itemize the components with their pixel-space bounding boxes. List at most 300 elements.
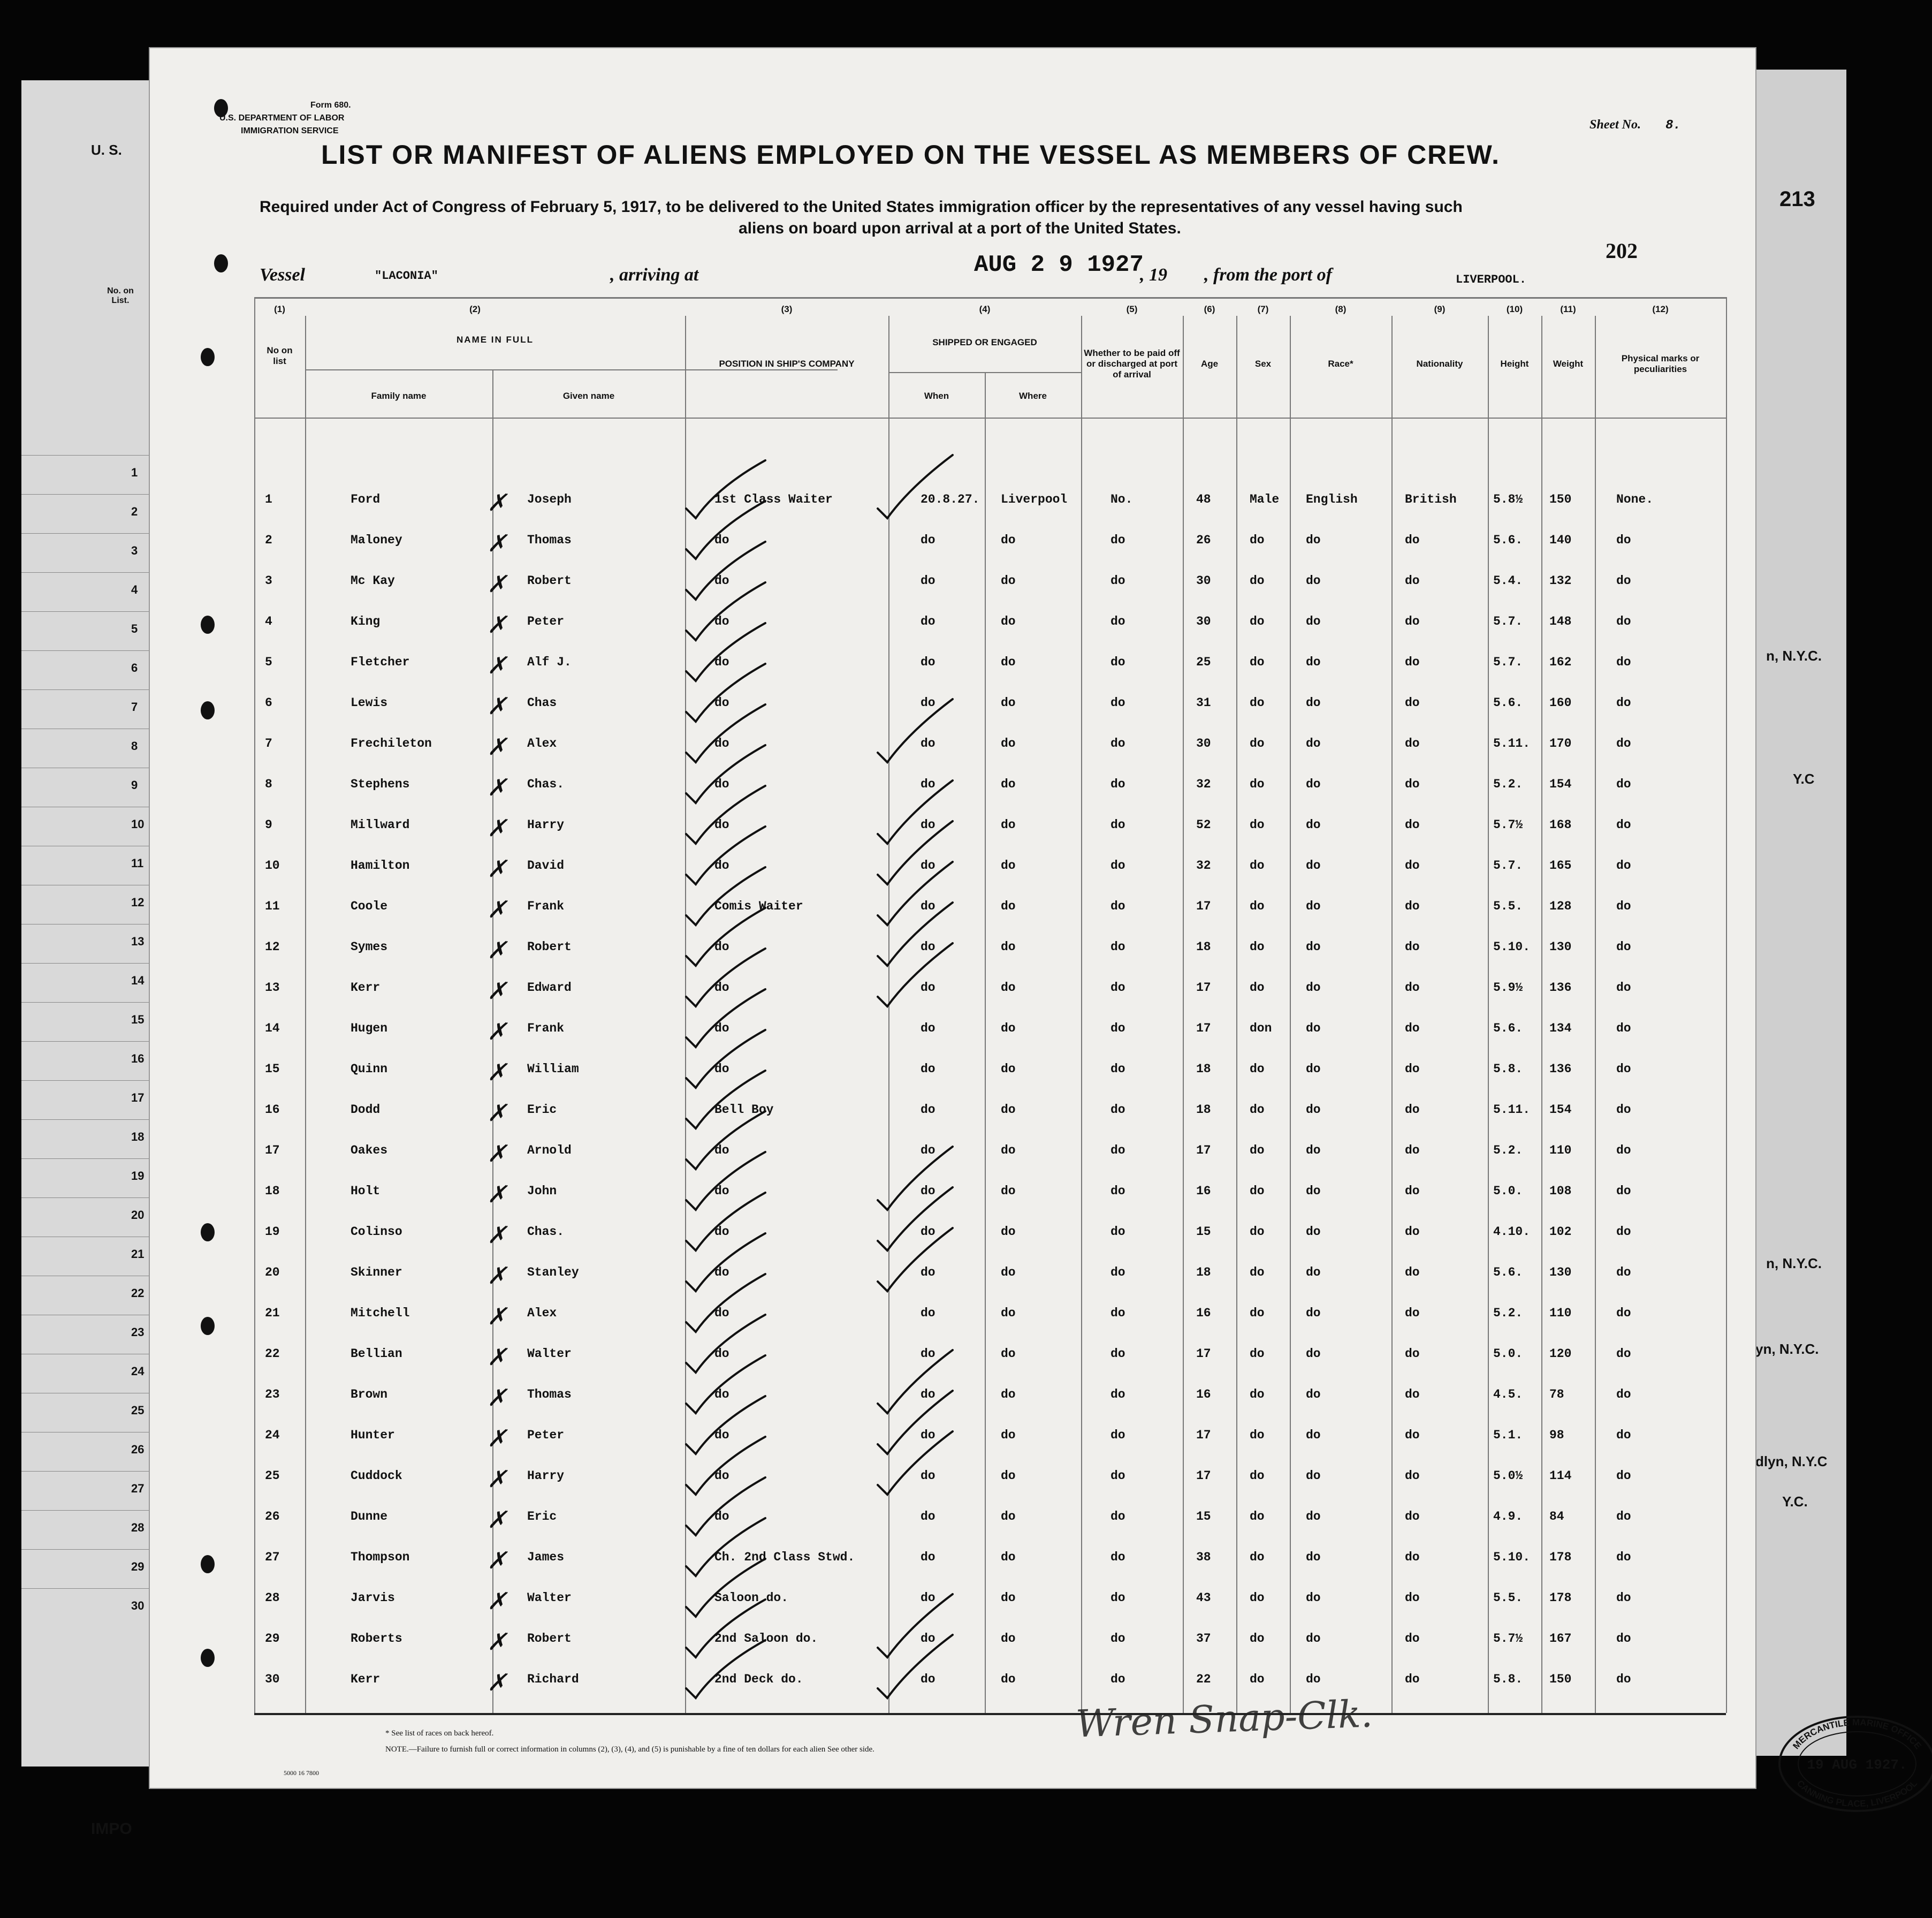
race-cell: do [1306,818,1321,832]
shipped-checkmark [878,821,953,884]
given-name-header: Given name [562,391,615,401]
nationality-cell: do [1405,1184,1420,1198]
row-number-cell: 5 [265,655,272,669]
height-cell: 5.11. [1493,737,1531,750]
shipped-checkmark [878,1350,953,1413]
row-number-cell: 6 [265,696,272,710]
row-number-cell: 16 [265,1103,280,1117]
weight-cell: 150 [1549,1672,1572,1686]
col-num-2: (2) [469,304,481,314]
race-cell: do [1306,1143,1321,1157]
height-cell: 5.6. [1493,1021,1523,1035]
given-name-cell: Richard [527,1672,579,1686]
paid-off-cell: do [1110,940,1125,954]
paid-off-cell: do [1110,574,1125,588]
row-number-cell: 8 [265,777,272,791]
stamp-bottom-text: CANNING PLACE, LIVERPOOL [1794,1778,1920,1809]
paid-off-cell: do [1110,1306,1125,1320]
from-port-label: , from the port of [1204,265,1332,285]
age-cell: 22 [1196,1672,1211,1686]
height-cell: 5.0½ [1493,1469,1523,1483]
height-header: Height [1500,359,1529,369]
family-name-header: Family name [371,391,427,401]
family-name-cell: Kerr [351,1672,381,1686]
shipped-engaged-header: SHIPPED OR ENGAGED [932,337,1037,347]
shipped-where-cell: do [1001,1510,1016,1523]
handwritten-x-mark: ✗ [487,937,507,964]
service-label: IMMIGRATION SERVICE [241,126,339,135]
position-checkmark [686,1152,765,1210]
paid-off-cell: do [1110,1347,1125,1361]
edge-row-number: 19 [131,1169,144,1182]
edge-fragment: Y.C. [1782,1494,1808,1510]
shipped-checkmark [878,903,953,966]
position-cell: Ch. 2nd Class Stwd. [714,1550,855,1564]
paid-off-cell: do [1110,1184,1125,1198]
weight-cell: 136 [1549,981,1572,995]
row-number-cell: 15 [265,1062,280,1076]
edge-row-rule [21,572,155,573]
nationality-cell: do [1405,1469,1420,1483]
position-cell: do [714,737,729,750]
position-checkmark [686,704,765,762]
port-of-departure: LIVERPOOL. [1456,273,1527,286]
height-cell: 5.2. [1493,1306,1523,1320]
position-cell: Bell Boy [714,1103,774,1117]
row-number-cell: 4 [265,615,272,628]
position-cell: do [714,1510,729,1523]
row-number-cell: 13 [265,981,280,995]
nationality-cell: do [1405,655,1420,669]
height-cell: 5.5. [1493,1591,1523,1605]
paid-off-header: Whether to be paid off or discharged at port of arrival [1084,348,1180,380]
row-number-cell: 7 [265,737,272,750]
position-cell: do [714,818,729,832]
col-num-4: (4) [979,304,991,314]
physical-marks-cell: do [1616,574,1631,588]
edge-row-number: 17 [131,1091,144,1104]
where-header: Where [1019,391,1047,401]
handwritten-number: 202 [1606,239,1638,263]
physical-marks-cell: do [1616,1306,1631,1320]
height-cell: 5.7½ [1493,818,1523,832]
sex-cell: don [1250,1021,1272,1035]
shipped-when-cell: do [921,1184,935,1198]
given-name-cell: Alex [527,1306,557,1320]
shipped-when-cell: do [921,737,935,750]
row-number-cell: 25 [265,1469,280,1483]
row-number-cell: 19 [265,1225,280,1239]
shipped-when-cell: do [921,1103,935,1117]
sex-cell: do [1250,1306,1265,1320]
given-name-cell: Walter [527,1591,572,1605]
physical-marks-cell: do [1616,1469,1631,1483]
vessel-label: Vessel [260,265,305,285]
shipped-where-cell: do [1001,533,1016,547]
physical-marks-cell: do [1616,899,1631,913]
given-name-cell: Frank [527,1021,565,1035]
age-cell: 17 [1196,899,1211,913]
arriving-label: , arriving at [610,265,699,285]
edge-row-number: 1 [131,466,138,479]
sex-cell: do [1250,615,1265,628]
shipped-when-cell: do [921,1428,935,1442]
family-name-cell: Maloney [351,533,402,547]
edge-row-rule [21,963,155,964]
sex-cell: do [1250,899,1265,913]
position-checkmark [686,1477,765,1535]
paid-off-cell: do [1110,533,1125,547]
family-name-cell: Lewis [351,696,388,710]
col-num-8: (8) [1335,304,1347,314]
weight-cell: 178 [1549,1550,1572,1564]
position-checkmark [686,1233,765,1291]
shipped-checkmark [878,780,953,844]
print-code: 5000 16 7800 [284,1769,319,1777]
edge-row-number: 11 [131,856,144,870]
paid-off-cell: do [1110,1672,1125,1686]
paid-off-cell: do [1110,1388,1125,1401]
age-cell: 25 [1196,655,1211,669]
position-checkmark [686,1030,765,1088]
sex-cell: do [1250,818,1265,832]
handwritten-x-mark: ✗ [487,733,507,761]
shipped-where-cell: do [1001,899,1016,913]
paid-off-cell: No. [1110,492,1133,506]
given-name-cell: Robert [527,940,572,954]
svg-text:MERCANTILE MARINE OFFICE [1791,1717,1923,1751]
nationality-cell: do [1405,818,1420,832]
shipped-where-cell: do [1001,1591,1016,1605]
position-cell: do [714,1265,729,1279]
height-cell: 5.0. [1493,1347,1523,1361]
shipped-checkmark [878,1594,953,1657]
handwritten-x-mark: ✗ [487,489,507,517]
age-cell: 18 [1196,1265,1211,1279]
age-cell: 30 [1196,615,1211,628]
col-num-6: (6) [1204,304,1215,314]
given-name-cell: Frank [527,899,565,913]
shipped-when-cell: do [921,1265,935,1279]
position-cell: do [714,777,729,791]
nationality-cell: do [1405,1021,1420,1035]
row-number-cell: 28 [265,1591,280,1605]
sex-cell: do [1250,1225,1265,1239]
edge-row-rule [21,1119,155,1120]
shipped-where-cell: do [1001,818,1016,832]
sex-cell: do [1250,1672,1265,1686]
family-name-cell: Fletcher [351,655,410,669]
given-name-cell: William [527,1062,579,1076]
age-cell: 37 [1196,1632,1211,1646]
handwritten-x-mark: ✗ [487,855,507,883]
physical-marks-cell: do [1616,1143,1631,1157]
edge-row-rule [21,1549,155,1550]
position-cell: do [714,1021,729,1035]
shipped-when-cell: do [921,1306,935,1320]
edge-row-rule [21,533,155,534]
nationality-cell: do [1405,1143,1420,1157]
shipped-where-cell: do [1001,696,1016,710]
nationality-cell: do [1405,1103,1420,1117]
name-in-full-header: NAME IN FULL [457,335,534,345]
weight-cell: 120 [1549,1347,1572,1361]
sex-cell: do [1250,1347,1265,1361]
height-cell: 5.6. [1493,1265,1523,1279]
height-cell: 5.7. [1493,615,1523,628]
position-checkmark [686,1396,765,1454]
race-cell: do [1306,1591,1321,1605]
paid-off-cell: do [1110,1103,1125,1117]
family-name-cell: Skinner [351,1265,402,1279]
edge-row-number: 30 [131,1599,144,1612]
handwritten-x-mark: ✗ [487,1506,507,1534]
age-cell: 38 [1196,1550,1211,1564]
handwritten-x-mark: ✗ [487,571,507,598]
edge-row-rule [21,1588,155,1589]
paid-off-cell: do [1110,615,1125,628]
given-name-cell: Walter [527,1347,572,1361]
handwritten-x-mark: ✗ [487,1588,507,1615]
weight-cell: 140 [1549,533,1572,547]
family-name-cell: Hunter [351,1428,395,1442]
weight-cell: 102 [1549,1225,1572,1239]
height-cell: 5.6. [1493,696,1523,710]
sex-cell: do [1250,533,1265,547]
no-on-list-header: No on list [267,345,293,366]
height-cell: 5.1. [1493,1428,1523,1442]
shipped-where-cell: do [1001,1469,1016,1483]
position-cell: do [714,1428,729,1442]
nationality-cell: do [1405,1388,1420,1401]
position-cell: 1st Class Waiter [714,492,833,506]
weight-cell: 132 [1549,574,1572,588]
weight-cell: 108 [1549,1184,1572,1198]
sex-cell: do [1250,1428,1265,1442]
vessel-name: "LACONIA" [375,269,438,283]
race-cell: do [1306,1388,1321,1401]
edge-row-number: 14 [131,974,144,987]
position-checkmark [686,664,765,722]
age-cell: 15 [1196,1225,1211,1239]
position-cell: 2nd Saloon do. [714,1632,818,1646]
row-number-cell: 10 [265,859,280,873]
position-cell: do [714,1469,729,1483]
svg-text:CANNING PLACE, LIVERPOOL [1795,1778,1920,1809]
position-checkmark [686,1599,765,1657]
weight-cell: 128 [1549,899,1572,913]
position-cell: do [714,1143,729,1157]
nationality-cell: do [1405,1672,1420,1686]
edge-row-rule [21,1510,155,1511]
height-cell: 5.8½ [1493,492,1523,506]
shipped-when-cell: do [921,574,935,588]
shipped-when-cell: do [921,1388,935,1401]
shipped-where-cell: do [1001,981,1016,995]
shipped-when-cell: do [921,533,935,547]
age-cell: 17 [1196,981,1211,995]
family-name-cell: Kerr [351,981,381,995]
position-cell: do [714,696,729,710]
race-cell: do [1306,981,1321,995]
row-number-cell: 30 [265,1672,280,1686]
position-checkmark [686,867,765,925]
edge-row-number: 7 [131,700,138,714]
given-name-cell: Harry [527,1469,565,1483]
weight-cell: 110 [1549,1143,1572,1157]
physical-marks-cell: do [1616,1265,1631,1279]
paid-off-cell: do [1110,859,1125,873]
physical-marks-cell: None. [1616,492,1654,506]
shipped-when-cell: do [921,1062,935,1076]
nationality-cell: do [1405,981,1420,995]
race-cell: do [1306,1184,1321,1198]
shipped-when-cell: do [921,615,935,628]
height-cell: 5.10. [1493,1550,1531,1564]
position-checkmark [686,908,765,966]
family-name-cell: Oakes [351,1143,388,1157]
physical-marks-cell: do [1616,1428,1631,1442]
handwritten-x-mark: ✗ [487,1100,507,1127]
shipped-where-cell: do [1001,1428,1016,1442]
family-name-cell: Millward [351,818,410,832]
nationality-cell: do [1405,1632,1420,1646]
edge-fragment: n, N.Y.C. [1766,648,1822,664]
given-name-cell: Chas. [527,777,565,791]
shipped-checkmark [878,1147,953,1210]
physical-marks-cell: do [1616,533,1631,547]
shipped-where-cell: do [1001,1306,1016,1320]
shipped-when-cell: do [921,981,935,995]
handwritten-x-mark: ✗ [487,1425,507,1452]
given-name-cell: Joseph [527,492,572,506]
height-cell: 5.7. [1493,859,1523,873]
weight-cell: 168 [1549,818,1572,832]
handwritten-x-mark: ✗ [487,977,507,1005]
given-name-cell: Eric [527,1510,557,1523]
shipped-checkmark [878,1635,953,1698]
race-cell: do [1306,1103,1321,1117]
height-cell: 5.2. [1493,777,1523,791]
nationality-cell: do [1405,1510,1420,1523]
family-name-cell: Bellian [351,1347,402,1361]
given-name-cell: Eric [527,1103,557,1117]
shipped-where-cell: do [1001,737,1016,750]
row-number-cell: 18 [265,1184,280,1198]
height-cell: 4.9. [1493,1510,1523,1523]
sex-cell: do [1250,1062,1265,1076]
physical-marks-cell: do [1616,615,1631,628]
shipped-where-cell: do [1001,940,1016,954]
edge-row-number: 28 [131,1521,144,1534]
family-name-cell: Jarvis [351,1591,395,1605]
race-cell: English [1306,492,1358,506]
family-name-cell: Quinn [351,1062,388,1076]
row-number-cell: 24 [265,1428,280,1442]
edge-row-number: 26 [131,1443,144,1456]
nationality-cell: do [1405,859,1420,873]
handwritten-x-mark: ✗ [487,1018,507,1045]
edge-row-number: 2 [131,505,138,518]
paid-off-cell: do [1110,899,1125,913]
family-name-cell: Mitchell [351,1306,410,1320]
row-number-cell: 2 [265,533,272,547]
given-name-cell: Peter [527,615,565,628]
edge-fragment: n, N.Y.C. [1766,1255,1822,1271]
position-checkmark [686,949,765,1006]
physical-marks-cell: do [1616,1510,1631,1523]
physical-marks-cell: do [1616,859,1631,873]
position-checkmark [686,989,765,1047]
age-cell: 17 [1196,1428,1211,1442]
paid-off-cell: do [1110,1265,1125,1279]
shipped-where-cell: do [1001,1672,1016,1686]
physical-marks-cell: do [1616,1347,1631,1361]
paid-off-cell: do [1110,655,1125,669]
age-cell: 18 [1196,1062,1211,1076]
shipped-where-cell: do [1001,574,1016,588]
family-name-cell: King [351,615,381,628]
given-name-cell: Arnold [527,1143,572,1157]
height-cell: 5.5. [1493,899,1523,913]
race-cell: do [1306,615,1321,628]
family-name-cell: Dodd [351,1103,381,1117]
subtitle-line-2: aliens on board upon arrival at a port of the United States. [739,219,1181,237]
edge-row-rule [21,1158,155,1159]
family-name-cell: Coole [351,899,388,913]
race-cell: do [1306,696,1321,710]
shipped-where-cell: do [1001,1021,1016,1035]
row-number-cell: 26 [265,1510,280,1523]
race-cell: do [1306,1062,1321,1076]
row-number-cell: 22 [265,1347,280,1361]
shipped-when-cell: do [921,696,935,710]
mercantile-marine-stamp [1777,1713,1932,1815]
handwritten-x-mark: ✗ [487,1547,507,1574]
nationality-cell: do [1405,1062,1420,1076]
weight-cell: 130 [1549,940,1572,954]
position-checkmark [686,1111,765,1169]
family-name-cell: Cuddock [351,1469,402,1483]
physical-marks-header: Physical marks or peculiarities [1621,353,1700,374]
weight-cell: 78 [1549,1388,1564,1401]
edge-row-number: 22 [131,1286,144,1300]
sex-cell: do [1250,737,1265,750]
when-header: When [924,391,949,401]
given-name-cell: Edward [527,981,572,995]
height-cell: 5.6. [1493,533,1523,547]
col-num-1: (1) [274,304,285,314]
sex-cell: do [1250,940,1265,954]
shipped-when-cell: do [921,1550,935,1564]
position-checkmark [686,1437,765,1495]
position-checkmark [686,1315,765,1373]
shipped-when-cell: do [921,1225,935,1239]
physical-marks-cell: do [1616,777,1631,791]
physical-marks-cell: do [1616,737,1631,750]
edge-row-number: 3 [131,544,138,557]
family-name-cell: Symes [351,940,388,954]
row-number-cell: 11 [265,899,280,913]
shipped-when-cell: do [921,1632,935,1646]
page-title: LIST OR MANIFEST OF ALIENS EMPLOYED ON THE VESSEL AS MEMBERS OF CREW. [321,140,1500,170]
shipped-checkmark [878,699,953,762]
edge-row-number: 23 [131,1325,144,1339]
age-cell: 18 [1196,940,1211,954]
position-cell: do [714,1184,729,1198]
handwritten-x-mark: ✗ [487,1344,507,1371]
shipped-where-cell: do [1001,615,1016,628]
